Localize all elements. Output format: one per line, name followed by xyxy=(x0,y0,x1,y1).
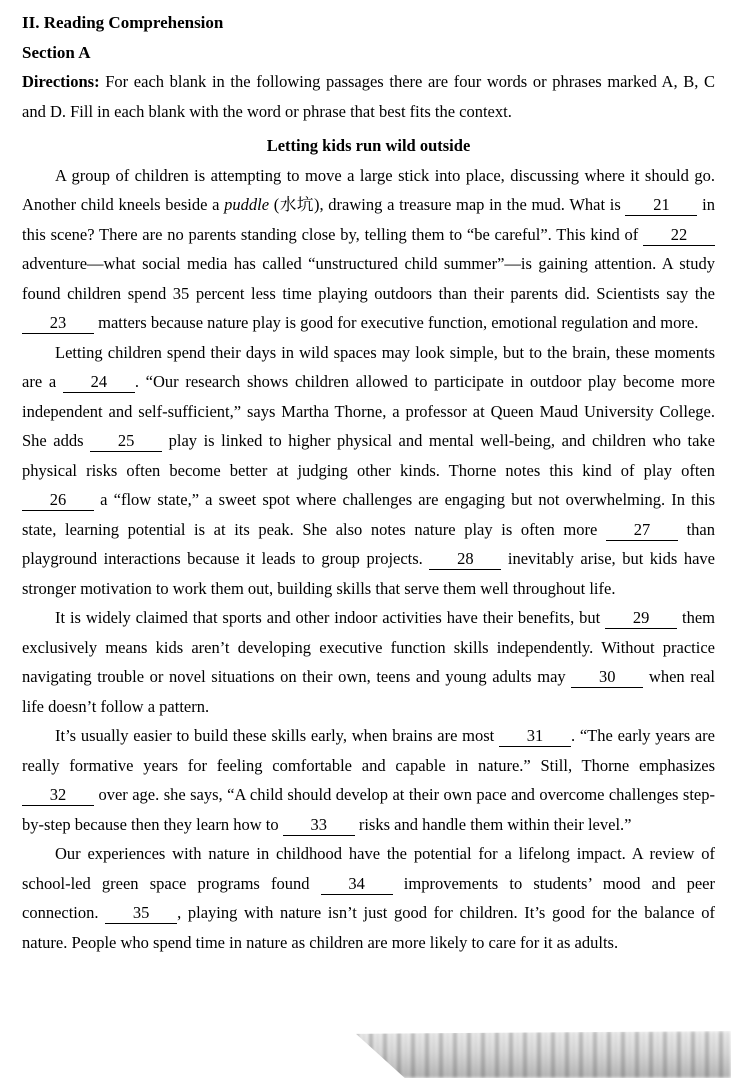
passage-text: over age. she says, “A child should develop at their own pace and overcome challenges step-by-step because then they learn how to xyxy=(22,785,715,834)
passage-text: in this scene? There are no parents standing close by, telling them to “be careful”. This kind of xyxy=(22,195,715,244)
passage-text: . “Our research shows children allowed to participate in outdoor play become more independent and self-sufficient,” says Martha Thorne, a professor at Queen Maud University College. She adds xyxy=(22,372,715,450)
subsection-heading: Section A xyxy=(22,42,91,62)
passage-text: adventure—what social media has called “unstructured child summer”—is gaining attention. A study found children spend 35 percent less time playing outdoors than their parents did. Scientists say the xyxy=(22,254,715,303)
blank-34: 34 xyxy=(321,875,393,895)
blank-35: 35 xyxy=(105,904,177,924)
passage-text: risks and handle them within their level.” xyxy=(354,814,632,834)
passage-text: (水坑), drawing a treasure map in the mud. What is xyxy=(269,195,626,214)
passage-paragraph xyxy=(22,161,715,338)
blank-22: 22 xyxy=(643,226,715,246)
blank-23: 23 xyxy=(22,314,94,334)
blank-32: 32 xyxy=(22,786,94,806)
passage-text: It’s usually easier to build these skills early, when brains are most xyxy=(55,726,499,745)
passage-paragraph xyxy=(22,839,715,957)
directions-paragraph xyxy=(22,67,715,126)
section-heading: II. Reading Comprehension xyxy=(22,13,224,32)
passage-text: when real life doesn’t follow a pattern. xyxy=(22,667,716,716)
passage-text: than playground interactions because it leads to group projects. xyxy=(22,519,715,568)
blank-31: 31 xyxy=(499,727,571,747)
passage-text: play is linked to higher physical and mental well-being, and children who take physical risks often become better at judging other kinds. Thorne notes this kind of play often xyxy=(22,431,715,480)
blank-30: 30 xyxy=(571,668,643,688)
passage-text: improvements to students’ mood and peer connection. xyxy=(22,873,715,922)
passage-text: inevitably arise, but kids have stronger motivation to work them out, building skills that serve them well throughout life. xyxy=(22,549,715,598)
passage-text: . “The early years are really formative years for feeling comfortable and capable in nature.” Still, Thorne emphasizes xyxy=(22,726,715,775)
directions-label: Directions: xyxy=(22,72,100,91)
passage-text: Letting children spend their days in wild spaces may look simple, but to the brain, these moments are a xyxy=(22,342,715,391)
passage-text: Our experiences with nature in childhood have the potential for a lifelong impact. A review of school-led green space programs found xyxy=(22,844,715,893)
passage-text: It is widely claimed that sports and other indoor activities have their benefits, but xyxy=(55,608,606,627)
blank-25: 25 xyxy=(90,432,162,452)
blank-33: 33 xyxy=(283,816,355,836)
passage-text: a “flow state,” a sweet spot where challenges are engaging but not overwhelming. In this state, learning potential is at its peak. She also notes nature play is often more xyxy=(22,490,715,539)
blank-29: 29 xyxy=(605,609,677,629)
blank-21: 21 xyxy=(625,196,697,216)
blank-26: 26 xyxy=(22,491,94,511)
blank-27: 27 xyxy=(606,521,678,541)
passage-text: matters because nature play is good for executive function, emotional regulation and more. xyxy=(94,313,699,332)
blank-28: 28 xyxy=(429,550,501,570)
passage-text: , playing with nature isn’t just good for children. It’s good for the balance of nature. People who spend time in nature as children are more likely to care for it as adults. xyxy=(22,903,715,952)
passage-paragraph xyxy=(22,603,715,721)
passage-paragraph xyxy=(22,338,715,604)
scan-smudge xyxy=(356,1031,731,1078)
passage-text: A group of children is attempting to move a large stick into place, discussing where it should go. Another child kneels beside a xyxy=(22,165,715,214)
passage-text: them exclusively means kids aren’t developing executive function skills independently. Without practice navigating trouble or novel situations on their own, teens and young adults may xyxy=(22,608,715,686)
blank-24: 24 xyxy=(63,373,135,393)
passage-paragraph xyxy=(22,721,715,839)
italic-term: puddle xyxy=(224,195,270,214)
passage-body xyxy=(22,161,715,958)
passage-title: Letting kids run wild outside xyxy=(266,136,471,155)
directions-text: For each blank in the following passages there are four words or phrases marked A, B, C and D. Fill in each blank with the word or phrase that best fits the context. xyxy=(22,72,715,121)
